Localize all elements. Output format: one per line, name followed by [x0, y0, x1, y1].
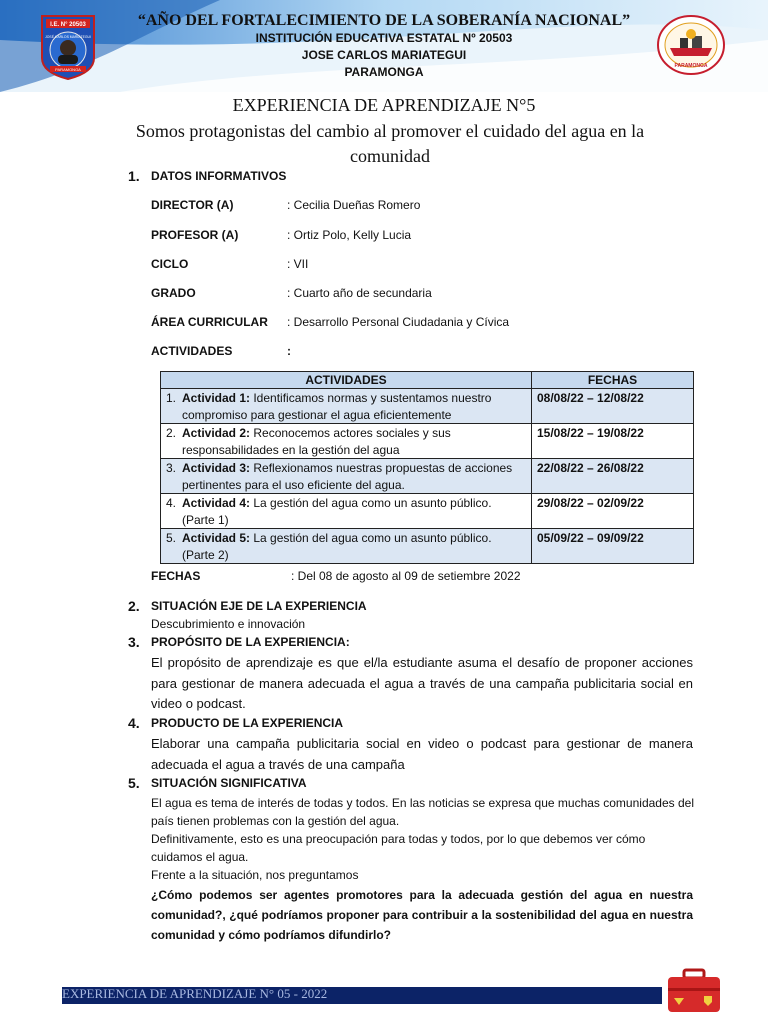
activity-number: 4.	[166, 496, 177, 510]
activity-date: 29/08/22 – 02/09/22	[532, 494, 694, 529]
activity-title: Actividad 4:	[182, 496, 251, 510]
school-name: JOSE CARLOS MARIATEGUI	[301, 48, 467, 62]
section-3-number: 3.	[128, 634, 140, 650]
school-crest-logo	[38, 14, 98, 80]
cycle-label: CICLO	[151, 257, 189, 271]
section-4-number: 4.	[128, 715, 140, 731]
activity-cell	[161, 389, 532, 424]
municipal-seal-logo	[656, 14, 726, 76]
section-5-heading: SITUACIÓN SIGNIFICATIVA	[151, 776, 307, 790]
activities-column-header: ACTIVIDADES	[161, 372, 532, 389]
activity-text: Reconocemos actores sociales y sus responsabilidades en la gestión del agua	[182, 426, 451, 457]
director-label: DIRECTOR (A)	[151, 198, 234, 212]
activity-number: 5.	[166, 531, 177, 545]
activity-cell	[161, 529, 532, 564]
dates-column-header: FECHAS	[532, 372, 694, 389]
area-value: : Desarrollo Personal Ciudadania y Cívica	[287, 315, 510, 329]
activity-cell	[161, 459, 532, 494]
table-row	[161, 389, 694, 424]
activity-text: Identificamos normas y sustentamos nuestro compromiso para gestionar el agua eficientemente	[182, 391, 492, 422]
briefcase-icon	[664, 968, 724, 1014]
logo-right-label: PARAMONGA	[674, 63, 708, 69]
director-value: : Cecilia Dueñas Romero	[287, 198, 421, 212]
table-row	[161, 424, 694, 459]
national-motto: “AÑO DEL FORTALECIMIENTO DE LA SOBERANÍA NACIONAL”	[137, 12, 631, 29]
teacher-value: : Ortiz Polo, Kelly Lucia	[287, 228, 412, 242]
city-name: PARAMONGA	[344, 65, 424, 79]
activity-cell	[161, 424, 532, 459]
grade-value: : Cuarto año de secundaria	[287, 286, 432, 300]
cycle-value: : VII	[287, 257, 309, 271]
activity-title: Actividad 3:	[182, 461, 251, 475]
activity-title: Actividad 1:	[182, 391, 251, 405]
table-row	[161, 459, 694, 494]
section-1-heading: DATOS INFORMATIVOS	[151, 169, 287, 183]
activity-text: La gestión del agua como un asunto público. (Parte 2)	[182, 531, 492, 562]
activity-number: 3.	[166, 461, 177, 475]
activity-date: 15/08/22 – 19/08/22	[532, 424, 694, 459]
table-header-row	[161, 372, 694, 389]
section-4-heading: PRODUCTO DE LA EXPERIENCIA	[151, 716, 344, 730]
section-1-number: 1.	[128, 168, 140, 184]
section-5-question: ¿Cómo podemos ser agentes promotores para la adecuada gestión del agua en nuestra comunidad?, ¿qué podríamos proponer para contribuir a la sostenibilidad del agua en nuestra comunidad y cómo podríamos difundirlo?	[151, 888, 693, 942]
activities-label: ACTIVIDADES	[151, 344, 233, 358]
page-title: EXPERIENCIA DE APRENDIZAJE N°5	[232, 95, 536, 115]
section-2-heading: SITUACIÓN EJE DE LA EXPERIENCIA	[151, 599, 367, 613]
activity-date: 05/09/22 – 09/09/22	[532, 529, 694, 564]
section-5-number: 5.	[128, 775, 140, 791]
activity-text: La gestión del agua como un asunto público. (Parte 1)	[182, 496, 492, 527]
section-3-text: El propósito de aprendizaje es que el/la estudiante asuma el desafío de proponer acciones para gestionar de manera adecuada el agua a través de una campaña publicitaria social en video o podcast.	[151, 655, 693, 711]
activity-number: 2.	[166, 426, 177, 440]
table-row	[161, 494, 694, 529]
grade-label: GRADO	[151, 286, 196, 300]
area-label: ÁREA CURRICULAR	[151, 315, 268, 329]
logo-left-label: I.E. N° 20503	[50, 22, 86, 28]
section-4-text: Elaborar una campaña publicitaria social en video o podcast para gestionar de manera adecuada el agua a través de una campaña	[151, 736, 693, 772]
table-row	[161, 529, 694, 564]
footer-text: EXPERIENCIA DE APRENDIZAJE N° 05 - 2022	[62, 986, 328, 1001]
dates-value: : Del 08 de agosto al 09 de setiembre 2022	[291, 569, 521, 583]
institution-name: INSTITUCIÓN EDUCATIVA ESTATAL Nº 20503	[255, 31, 513, 45]
section-2-text: Descubrimiento e innovación	[151, 617, 306, 631]
logo-left-arc-label: JOSÉ CARLOS MARIÁTEGUI	[45, 35, 91, 39]
page-subtitle: Somos protagonistas del cambio al promover el cuidado del agua en la comunidad	[135, 121, 645, 166]
section-3-heading: PROPÓSITO DE LA EXPERIENCIA:	[151, 635, 350, 649]
activity-title: Actividad 2:	[182, 426, 251, 440]
activity-number: 1.	[166, 391, 177, 405]
activity-cell	[161, 494, 532, 529]
section-2-number: 2.	[128, 598, 140, 614]
activity-date: 08/08/22 – 12/08/22	[532, 389, 694, 424]
activity-date: 22/08/22 – 26/08/22	[532, 459, 694, 494]
logo-left-bottom-label: PARAMONGA	[55, 67, 81, 72]
activity-text: Reflexionamos nuestras propuestas de acciones pertinentes para el uso eficiente del agua.	[182, 461, 513, 492]
dates-label: FECHAS	[151, 569, 201, 583]
activities-table	[160, 371, 694, 564]
section-5-paragraph-3: Frente a la situación, nos preguntamos	[151, 868, 359, 882]
teacher-label: PROFESOR (A)	[151, 228, 239, 242]
activity-title: Actividad 5:	[182, 531, 251, 545]
activities-value: :	[287, 344, 291, 358]
section-5-paragraph-2: Definitivamente, esto es una preocupación para todas y todos, por lo que debemos ver cómo cuidamos el agua.	[151, 832, 646, 864]
section-5-paragraph-1: El agua es tema de interés de todas y todos. En las noticias se expresa que muchas comunidades del país tienen problemas con la gestión del agua.	[151, 796, 694, 828]
